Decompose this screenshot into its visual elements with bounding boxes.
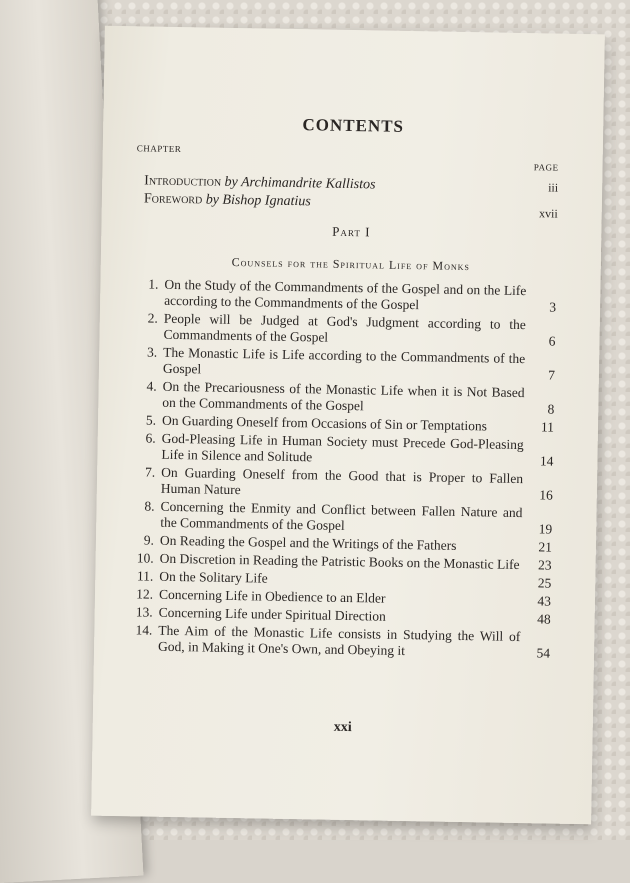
- part-heading: Part I: [332, 223, 371, 240]
- toc-entry: [126, 622, 550, 661]
- page-title: CONTENTS: [302, 115, 405, 136]
- toc-entry-title: On the Study of the Commandments of the Gospel and on the Life according to the Commandments of the Gospel: [164, 276, 527, 313]
- toc-entry-page: 16: [539, 487, 553, 503]
- toc-entry-page: 19: [538, 521, 553, 537]
- toc-entry-page: 43: [537, 593, 552, 609]
- front-matter-author: by Bishop Ignatius: [202, 192, 311, 210]
- toc-entry-title: God-Pleasing Life in Human Society must Precede God-Pleasing Life in Silence and Solitude: [161, 430, 524, 465]
- toc-entry-page: 11: [540, 419, 555, 435]
- toc-entry-number: 11.: [136, 568, 154, 584]
- front-matter-page: xvii: [538, 206, 558, 221]
- toc-entry-number: 14.: [135, 622, 153, 638]
- toc-entry-number: 2.: [147, 310, 158, 326]
- toc-entry-number: 6.: [145, 430, 156, 446]
- toc-entry-title: Concerning the Enmity and Conflict between Fallen Nature and the Commandments of the Gospel: [160, 498, 523, 533]
- toc-entry: [132, 276, 556, 315]
- toc-entry: [131, 344, 555, 383]
- page-number: xxi: [333, 719, 352, 736]
- toc-entry-title: On the Solitary Life: [159, 568, 268, 586]
- toc-entry-title: On Discretion in Reading the Patristic Books on the Monastic Life: [159, 550, 520, 573]
- toc-entry-title: On Guarding Oneself from Occasions of Sin or Temptations: [161, 412, 488, 434]
- toc-entry-page: 14: [539, 453, 554, 469]
- toc-entry-page: 21: [538, 539, 553, 555]
- toc-entry-title: The Aim of the Monastic Life consists in Studying the Will of God, in Making it One's Own, and Obeying it: [157, 622, 521, 659]
- section-heading: Counsels for the Spiritual Life of Monks: [231, 254, 471, 274]
- toc-entry-number: 8.: [144, 498, 155, 514]
- toc-entry-number: 12.: [136, 586, 154, 602]
- toc-entry: [129, 430, 553, 469]
- front-matter-label: Foreword: [143, 191, 203, 208]
- toc-entry-page: 54: [536, 645, 551, 661]
- toc-entry-title: On Guarding Oneself from the Good that is Proper to Fallen Human Nature: [160, 464, 524, 498]
- toc-entry-page: 7: [548, 367, 556, 383]
- book-page: [91, 26, 605, 825]
- toc-entry-title: People will be Judged at God's Judgment according to the Commandments of the Gospel: [163, 310, 526, 345]
- toc-entry-title: The Monastic Life is Life according to the Commandments of the Gospel: [162, 344, 526, 377]
- toc-entry-number: 9.: [143, 532, 155, 548]
- toc-entry-page: 8: [547, 401, 555, 417]
- toc-entry: [130, 378, 554, 417]
- toc-entry-number: 7.: [144, 464, 156, 480]
- toc-entry-page: 25: [537, 575, 552, 591]
- toc-entry-title: Concerning Life under Spiritual Direction: [158, 604, 386, 624]
- toc-entry-title: Concerning Life in Obedience to an Elder: [158, 586, 386, 606]
- toc-entry-title: On Reading the Gospel and the Writings of the Fathers: [159, 532, 457, 553]
- table-of-contents: [126, 276, 557, 663]
- toc-entry: [131, 310, 555, 349]
- toc-entry: [128, 498, 552, 537]
- toc-entry-page: 48: [537, 611, 551, 627]
- toc-entry-page: 3: [549, 299, 557, 315]
- front-matter-author: by Archimandrite Kallistos: [220, 174, 376, 193]
- front-matter-page: iii: [548, 180, 559, 195]
- toc-entry: [129, 464, 553, 503]
- toc-entry-number: 1.: [148, 276, 159, 292]
- toc-entry-title: On the Precariousness of the Monastic Life when it is Not Based on the Commandments of the Gospel: [162, 378, 525, 414]
- front-matter-label: Introduction: [144, 173, 222, 190]
- toc-entry-page: 23: [537, 557, 552, 573]
- toc-entry-number: 3.: [146, 344, 158, 360]
- toc-entry-number: 5.: [145, 412, 157, 428]
- page-column-label: PAGE: [533, 162, 559, 173]
- toc-entry-number: 13.: [135, 604, 153, 620]
- toc-entry-page: 6: [548, 333, 556, 349]
- chapter-column-label: CHAPTER: [136, 143, 182, 155]
- toc-entry-number: 4.: [146, 378, 157, 394]
- toc-entry-number: 10.: [136, 550, 154, 566]
